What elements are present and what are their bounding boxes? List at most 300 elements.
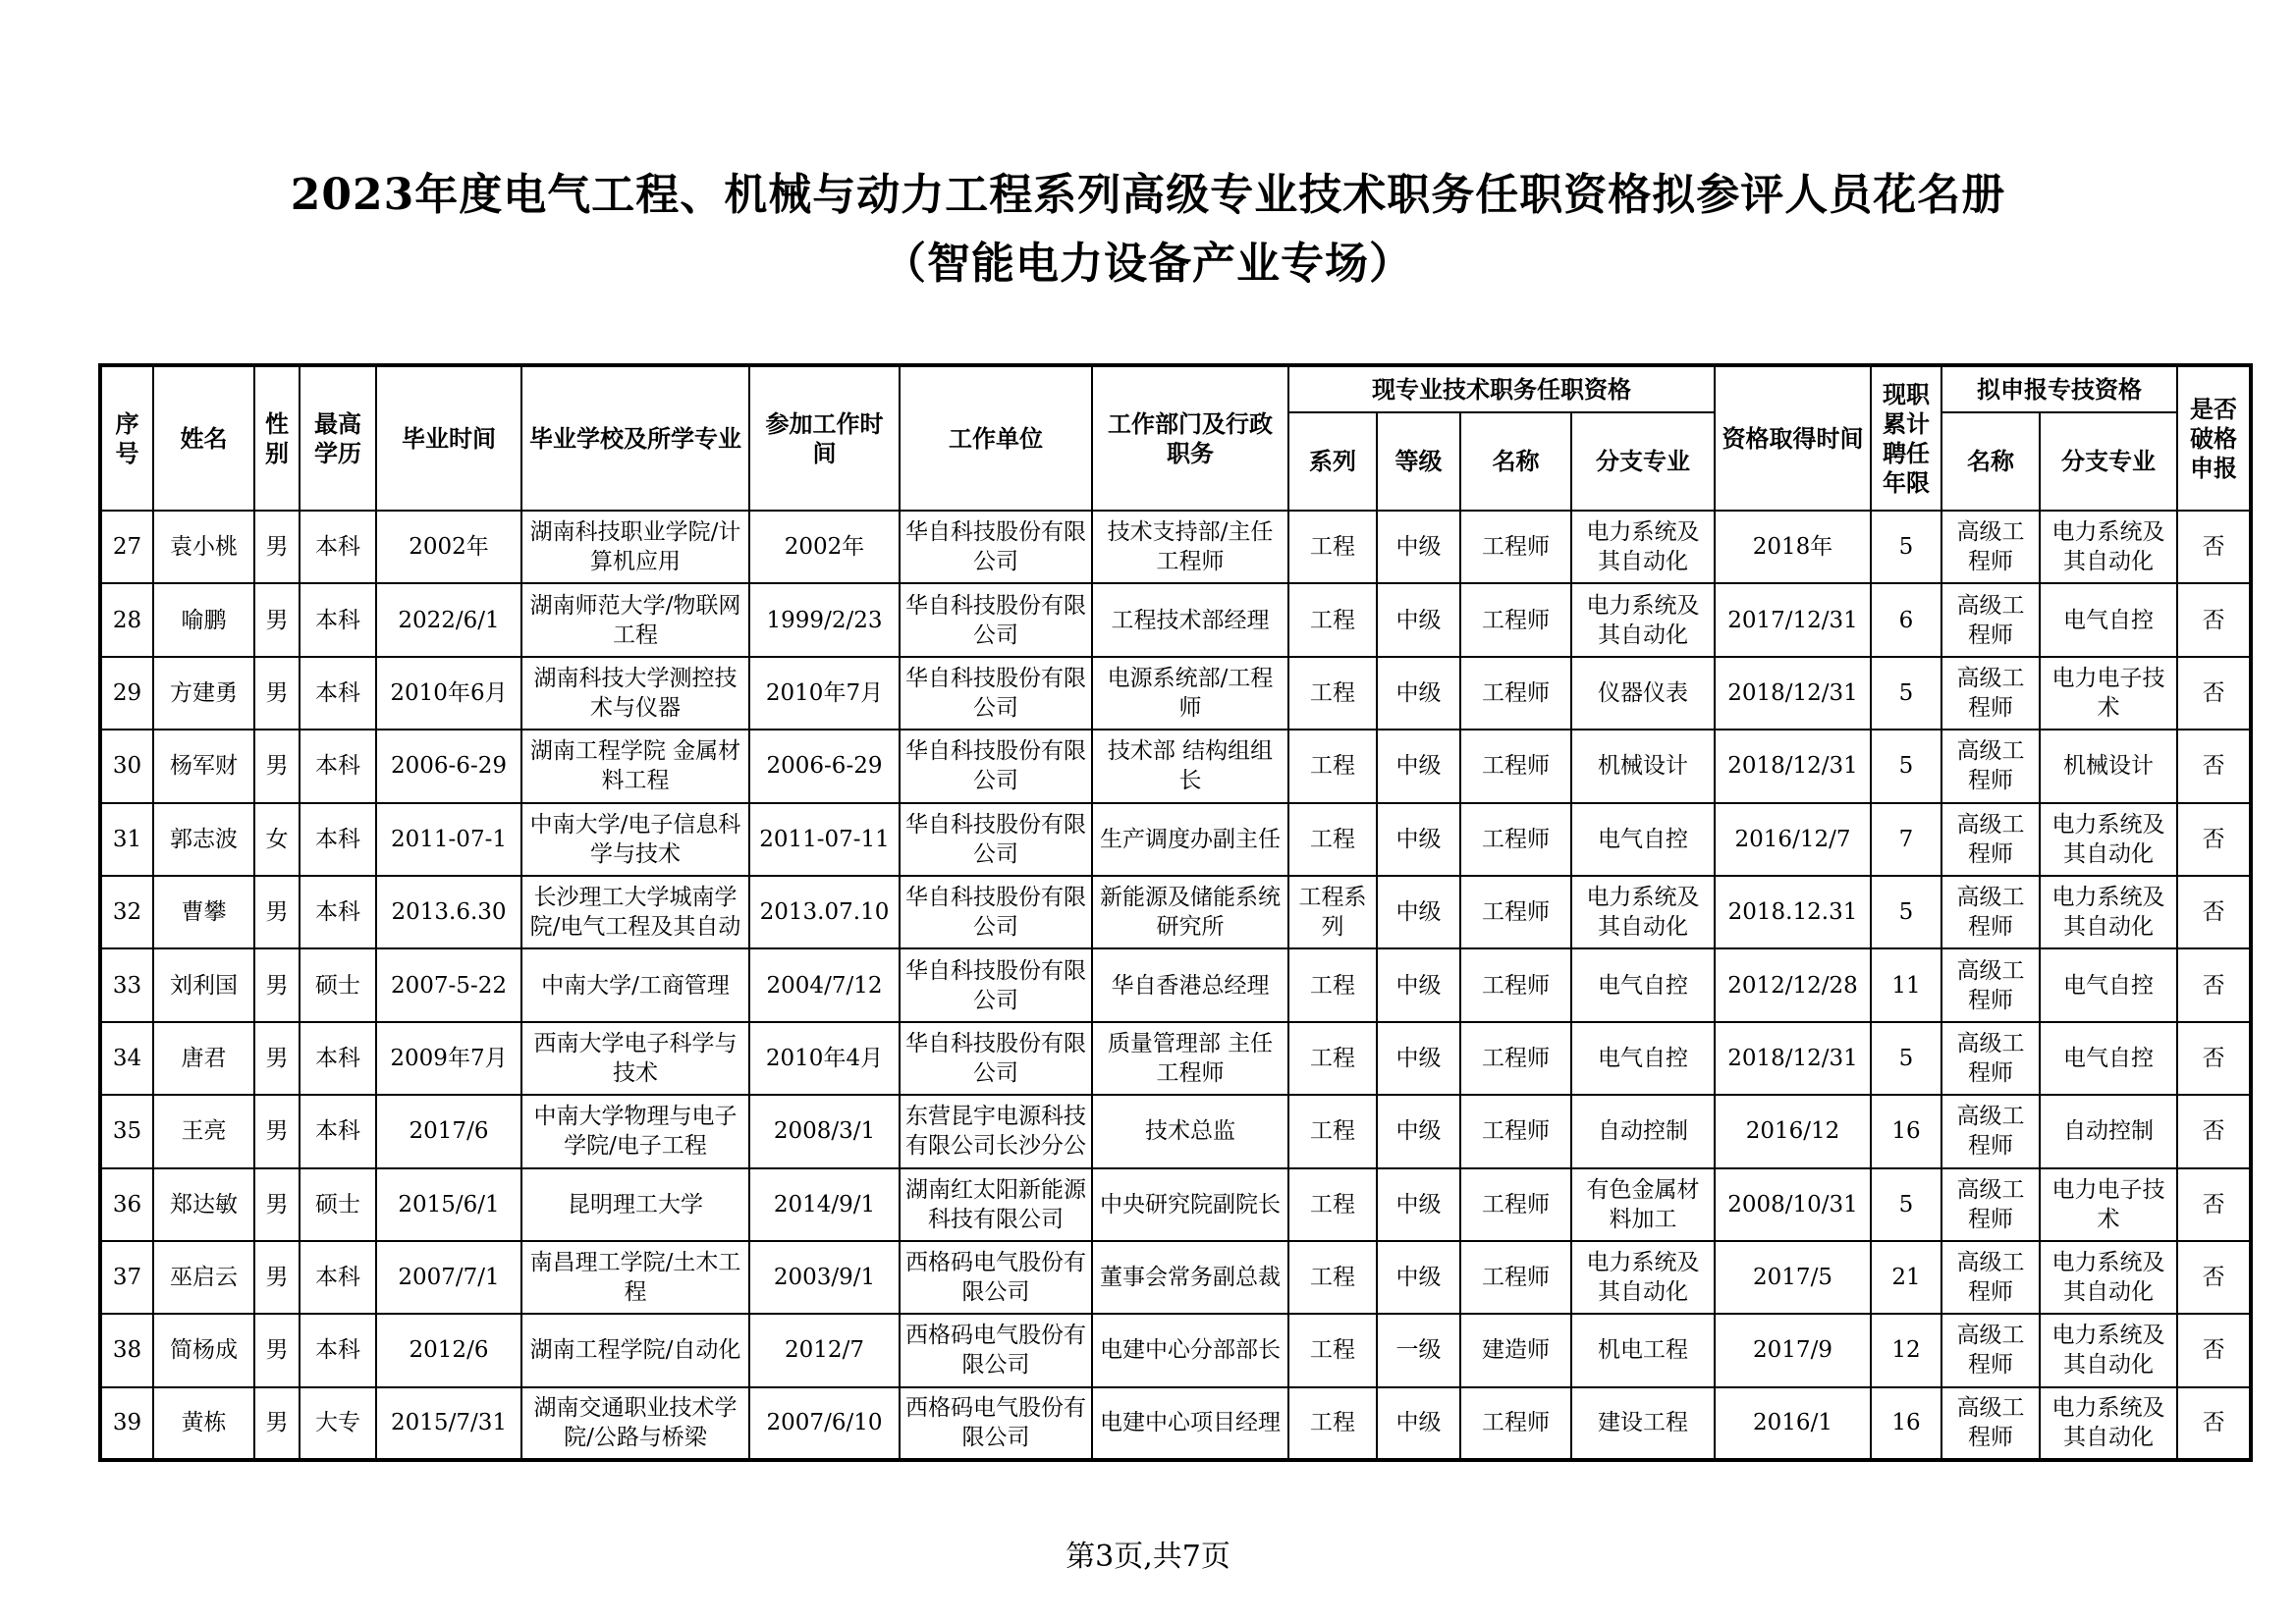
cell-work-start-text: 2006-6-29 <box>766 753 883 780</box>
cell-tenure-text: 21 <box>1891 1265 1921 1291</box>
page-number: 第3页,共7页 <box>1066 1540 1230 1574</box>
cell-department-post <box>1092 803 1288 876</box>
cell-name <box>153 511 254 583</box>
cell-school-major-text: 中南大学/工商管理 <box>541 972 730 999</box>
cell-seq <box>100 1095 153 1167</box>
cell-name-text: 刘利国 <box>170 972 238 999</box>
cell-employer <box>900 1314 1092 1386</box>
header-apply-title: 名称 <box>1941 412 2040 511</box>
cell-cur-level-text: 中级 <box>1395 679 1442 706</box>
cell-tenure-text: 16 <box>1891 1118 1921 1145</box>
cell-name <box>153 1387 254 1460</box>
cell-cur-title-text: 工程师 <box>1482 1265 1550 1291</box>
cell-qual-time-text: 2018/12/31 <box>1727 679 1858 706</box>
cell-work-start-text: 2007/6/10 <box>766 1410 883 1436</box>
cell-exception <box>2177 730 2251 802</box>
cell-department-post <box>1092 511 1288 583</box>
cell-education-text: 本科 <box>315 1265 360 1291</box>
cell-school-major-text: 湖南工程学院/自动化 <box>529 1337 741 1364</box>
table-row <box>100 1168 2251 1241</box>
cell-tenure <box>1871 657 1941 730</box>
cell-cur-title-text: 建造师 <box>1482 1337 1550 1364</box>
cell-exception <box>2177 511 2251 583</box>
cell-cur-level-text: 中级 <box>1395 972 1442 999</box>
cell-school-major <box>521 1387 749 1460</box>
cell-department-post-text: 董事会常务副总裁 <box>1100 1265 1281 1291</box>
cell-school-major <box>521 1314 749 1386</box>
cell-cur-title-text: 工程师 <box>1482 534 1550 561</box>
cell-grad-time-text: 2017/6 <box>409 1118 489 1145</box>
cell-grad-time <box>376 1095 521 1167</box>
cell-cur-series-text: 工程 <box>1310 1045 1355 1071</box>
cell-cur-series-text: 工程 <box>1310 679 1355 706</box>
cell-exception-text: 否 <box>2202 826 2225 852</box>
cell-department-post-text: 工程技术部经理 <box>1111 607 1270 633</box>
cell-tenure <box>1871 1168 1941 1241</box>
table-row <box>100 730 2251 802</box>
cell-seq-text: 32 <box>112 899 142 926</box>
cell-cur-branch <box>1571 511 1715 583</box>
cell-cur-level <box>1377 583 1460 656</box>
cell-cur-title <box>1460 948 1571 1021</box>
cell-cur-level-text: 一级 <box>1395 1337 1442 1364</box>
cell-tenure-text: 6 <box>1898 607 1914 633</box>
cell-department-post-text: 华自香港总经理 <box>1111 972 1270 999</box>
cell-name-text: 喻鹏 <box>181 607 227 633</box>
cell-name <box>153 876 254 948</box>
cell-tenure-text: 7 <box>1898 826 1914 852</box>
cell-education <box>300 1314 376 1386</box>
cell-cur-level <box>1377 1241 1460 1314</box>
cell-employer <box>900 876 1092 948</box>
cell-cur-series <box>1288 1387 1377 1460</box>
cell-qual-time <box>1715 1387 1871 1460</box>
cell-cur-series-text: 工程 <box>1310 1410 1355 1436</box>
cell-school-major-text: 湖南科技职业学院/计算机应用 <box>529 519 741 575</box>
cell-apply-title <box>1941 876 2040 948</box>
cell-cur-title <box>1460 511 1571 583</box>
cell-work-start <box>749 876 900 948</box>
cell-tenure <box>1871 803 1941 876</box>
cell-work-start-text: 2008/3/1 <box>773 1118 876 1145</box>
cell-apply-branch <box>2040 511 2177 583</box>
cell-seq <box>100 730 153 802</box>
cell-cur-series <box>1288 511 1377 583</box>
cell-apply-title <box>1941 948 2040 1021</box>
cell-gender-text: 男 <box>265 753 289 780</box>
cell-seq-text: 37 <box>112 1265 142 1291</box>
cell-apply-branch <box>2040 1022 2177 1095</box>
cell-name-text: 唐君 <box>181 1045 227 1071</box>
cell-cur-branch <box>1571 876 1715 948</box>
cell-department-post-text: 质量管理部 主任工程师 <box>1107 1030 1274 1086</box>
header-current-group: 现专业技术职务任职资格 <box>1288 365 1715 412</box>
header-cur-series: 系列 <box>1288 412 1377 511</box>
cell-exception-text: 否 <box>2202 679 2225 706</box>
cell-qual-time-text: 2018/12/31 <box>1727 753 1858 780</box>
header-department-post: 工作部门及行政职务 <box>1092 365 1288 511</box>
cell-apply-title-text: 高级工程师 <box>1956 885 2025 941</box>
cell-grad-time <box>376 657 521 730</box>
cell-tenure <box>1871 730 1941 802</box>
cell-school-major <box>521 948 749 1021</box>
cell-gender-text: 男 <box>265 1191 289 1217</box>
cell-employer-text: 华自科技股份有限公司 <box>905 519 1086 575</box>
cell-department-post-text: 技术总监 <box>1145 1118 1235 1145</box>
cell-school-major <box>521 730 749 802</box>
cell-seq-text: 36 <box>112 1191 142 1217</box>
cell-work-start-text: 1999/2/23 <box>766 607 883 633</box>
cell-education-text: 本科 <box>315 826 360 852</box>
cell-gender-text: 男 <box>265 899 289 926</box>
cell-department-post <box>1092 1314 1288 1386</box>
cell-department-post <box>1092 1241 1288 1314</box>
cell-qual-time <box>1715 1022 1871 1095</box>
cell-gender <box>254 1241 300 1314</box>
cell-education-text: 本科 <box>315 1045 360 1071</box>
cell-cur-branch-text: 电力系统及其自动化 <box>1586 885 1700 941</box>
cell-cur-level <box>1377 657 1460 730</box>
cell-education-text: 本科 <box>315 753 360 780</box>
cell-qual-time-text: 2012/12/28 <box>1727 972 1858 999</box>
cell-name-text: 方建勇 <box>170 679 238 706</box>
cell-cur-series-text: 工程 <box>1310 753 1355 780</box>
cell-seq <box>100 511 153 583</box>
cell-exception-text: 否 <box>2202 1118 2225 1145</box>
table-row <box>100 657 2251 730</box>
cell-education <box>300 1022 376 1095</box>
cell-apply-title-text: 高级工程师 <box>1956 665 2025 721</box>
cell-apply-title <box>1941 730 2040 802</box>
cell-school-major <box>521 583 749 656</box>
cell-employer <box>900 1168 1092 1241</box>
cell-employer-text: 东营昆宇电源科技有限公司长沙分公 <box>905 1104 1086 1160</box>
cell-cur-branch <box>1571 583 1715 656</box>
cell-cur-branch <box>1571 1314 1715 1386</box>
cell-school-major <box>521 803 749 876</box>
cell-grad-time <box>376 1022 521 1095</box>
cell-employer-text: 华自科技股份有限公司 <box>905 957 1086 1013</box>
cell-tenure <box>1871 1022 1941 1095</box>
cell-tenure-text: 5 <box>1898 1045 1914 1071</box>
cell-tenure-text: 11 <box>1891 972 1921 999</box>
cell-school-major-text: 湖南工程学院 金属材料工程 <box>529 738 741 794</box>
cell-qual-time <box>1715 1168 1871 1241</box>
cell-school-major-text: 中南大学物理与电子学院/电子工程 <box>533 1104 738 1160</box>
cell-seq-text: 39 <box>112 1410 142 1436</box>
cell-education-text: 本科 <box>315 899 360 926</box>
cell-name <box>153 803 254 876</box>
cell-department-post-text: 新能源及储能系统研究所 <box>1100 885 1281 941</box>
cell-employer <box>900 1095 1092 1167</box>
cell-seq-text: 28 <box>112 607 142 633</box>
header-education: 最高学历 <box>300 365 376 511</box>
cell-department-post <box>1092 583 1288 656</box>
cell-seq <box>100 1241 153 1314</box>
header-tenure: 现职累计聘任年限 <box>1871 365 1941 511</box>
cell-cur-level <box>1377 1387 1460 1460</box>
cell-grad-time-text: 2009年7月 <box>390 1045 508 1071</box>
cell-apply-branch <box>2040 948 2177 1021</box>
cell-work-start <box>749 730 900 802</box>
cell-cur-series-text: 工程 <box>1310 972 1355 999</box>
table-row <box>100 1387 2251 1460</box>
cell-grad-time <box>376 730 521 802</box>
cell-gender <box>254 1022 300 1095</box>
cell-name <box>153 1314 254 1386</box>
cell-apply-title-text: 高级工程师 <box>1956 1104 2025 1160</box>
header-name: 姓名 <box>153 365 254 511</box>
cell-qual-time <box>1715 1314 1871 1386</box>
cell-apply-title-text: 高级工程师 <box>1956 592 2025 648</box>
cell-school-major-text: 中南大学/电子信息科学与技术 <box>529 811 741 867</box>
cell-seq <box>100 1168 153 1241</box>
cell-qual-time <box>1715 948 1871 1021</box>
cell-cur-branch <box>1571 948 1715 1021</box>
cell-apply-branch-text: 电力系统及其自动化 <box>2051 519 2165 575</box>
cell-cur-series-text: 工程 <box>1310 1118 1355 1145</box>
cell-cur-branch-text: 电气自控 <box>1598 826 1688 852</box>
cell-tenure-text: 5 <box>1898 753 1914 780</box>
cell-education-text: 本科 <box>315 1118 360 1145</box>
cell-education-text: 本科 <box>315 534 360 561</box>
cell-cur-title <box>1460 1168 1571 1241</box>
header-grad-time: 毕业时间 <box>376 365 521 511</box>
cell-cur-branch-text: 电力系统及其自动化 <box>1586 1250 1700 1306</box>
cell-employer-text: 华自科技股份有限公司 <box>905 665 1086 721</box>
cell-grad-time <box>376 511 521 583</box>
cell-seq <box>100 803 153 876</box>
cell-work-start-text: 2010年7月 <box>765 679 884 706</box>
cell-cur-title-text: 工程师 <box>1482 1045 1550 1071</box>
cell-qual-time-text: 2017/5 <box>1753 1265 1832 1291</box>
cell-cur-series <box>1288 876 1377 948</box>
cell-gender <box>254 803 300 876</box>
cell-cur-branch-text: 仪器仪表 <box>1598 679 1688 706</box>
cell-tenure <box>1871 1095 1941 1167</box>
cell-work-start <box>749 657 900 730</box>
cell-apply-branch-text: 电力电子技术 <box>2051 665 2165 721</box>
cell-cur-series <box>1288 730 1377 802</box>
cell-qual-time <box>1715 657 1871 730</box>
header-seq: 序号 <box>100 365 153 511</box>
cell-employer <box>900 730 1092 802</box>
cell-grad-time-text: 2015/6/1 <box>398 1191 500 1217</box>
cell-apply-title-text: 高级工程师 <box>1956 1176 2025 1232</box>
cell-cur-title-text: 工程师 <box>1482 753 1550 780</box>
cell-gender-text: 男 <box>265 534 289 561</box>
cell-seq-text: 34 <box>112 1045 142 1071</box>
cell-work-start <box>749 1241 900 1314</box>
header-apply-branch: 分支专业 <box>2040 412 2177 511</box>
cell-gender-text: 男 <box>265 1118 289 1145</box>
cell-apply-branch-text: 电力系统及其自动化 <box>2051 1395 2165 1451</box>
cell-seq <box>100 876 153 948</box>
cell-work-start <box>749 1387 900 1460</box>
cell-cur-level-text: 中级 <box>1395 607 1442 633</box>
cell-employer <box>900 583 1092 656</box>
cell-employer-text: 华自科技股份有限公司 <box>905 811 1086 867</box>
cell-school-major <box>521 1095 749 1167</box>
cell-department-post <box>1092 1022 1288 1095</box>
cell-grad-time-text: 2007/7/1 <box>398 1265 500 1291</box>
header-cur-level: 等级 <box>1377 412 1460 511</box>
cell-department-post-text: 电建中心分部部长 <box>1100 1337 1281 1364</box>
cell-apply-title <box>1941 657 2040 730</box>
cell-cur-series <box>1288 1022 1377 1095</box>
cell-education-text: 大专 <box>315 1410 360 1436</box>
cell-gender-text: 男 <box>265 1045 289 1071</box>
cell-tenure <box>1871 876 1941 948</box>
cell-name <box>153 730 254 802</box>
cell-cur-branch-text: 电气自控 <box>1598 972 1688 999</box>
cell-department-post-text: 电建中心项目经理 <box>1100 1410 1281 1436</box>
cell-work-start <box>749 511 900 583</box>
cell-cur-series <box>1288 1241 1377 1314</box>
cell-grad-time-text: 2007-5-22 <box>391 972 507 999</box>
cell-department-post-text: 生产调度办副主任 <box>1100 826 1281 852</box>
cell-grad-time-text: 2011-07-1 <box>391 826 507 852</box>
cell-work-start <box>749 1022 900 1095</box>
cell-exception-text: 否 <box>2202 972 2225 999</box>
cell-employer-text: 西格码电气股份有限公司 <box>905 1323 1086 1379</box>
cell-name <box>153 1095 254 1167</box>
header-qual-time: 资格取得时间 <box>1715 365 1871 511</box>
cell-name <box>153 1022 254 1095</box>
cell-cur-series-text: 工程 <box>1310 1191 1355 1217</box>
cell-cur-level <box>1377 730 1460 802</box>
table-row <box>100 876 2251 948</box>
cell-employer-text: 西格码电气股份有限公司 <box>905 1395 1086 1451</box>
cell-cur-series <box>1288 803 1377 876</box>
cell-tenure <box>1871 583 1941 656</box>
cell-school-major <box>521 876 749 948</box>
cell-qual-time-text: 2018.12.31 <box>1727 899 1858 926</box>
cell-cur-level-text: 中级 <box>1395 1265 1442 1291</box>
cell-seq-text: 31 <box>112 826 142 852</box>
cell-grad-time-text: 2022/6/1 <box>398 607 500 633</box>
cell-cur-series-text: 工程 <box>1310 607 1355 633</box>
cell-education <box>300 1241 376 1314</box>
cell-cur-title <box>1460 583 1571 656</box>
cell-apply-title <box>1941 1022 2040 1095</box>
cell-education-text: 硕士 <box>315 972 360 999</box>
cell-qual-time <box>1715 511 1871 583</box>
cell-employer-text: 西格码电气股份有限公司 <box>905 1250 1086 1306</box>
cell-cur-series <box>1288 1314 1377 1386</box>
cell-work-start-text: 2002年 <box>784 534 865 561</box>
cell-apply-branch-text: 机械设计 <box>2063 753 2154 780</box>
cell-grad-time <box>376 583 521 656</box>
roster-body <box>100 511 2251 1460</box>
cell-education <box>300 1387 376 1460</box>
cell-name <box>153 1241 254 1314</box>
cell-apply-branch <box>2040 730 2177 802</box>
cell-work-start-text: 2013.07.10 <box>759 899 890 926</box>
cell-cur-level <box>1377 803 1460 876</box>
cell-department-post-text: 中央研究院副院长 <box>1100 1191 1281 1217</box>
cell-cur-branch-text: 自动控制 <box>1598 1118 1688 1145</box>
cell-cur-title <box>1460 803 1571 876</box>
cell-qual-time <box>1715 1241 1871 1314</box>
cell-tenure <box>1871 1314 1941 1386</box>
cell-cur-level <box>1377 1022 1460 1095</box>
cell-cur-level <box>1377 1314 1460 1386</box>
cell-grad-time-text: 2012/6 <box>409 1337 489 1364</box>
cell-work-start-text: 2003/9/1 <box>773 1265 876 1291</box>
cell-cur-branch <box>1571 1022 1715 1095</box>
cell-name-text: 巫启云 <box>170 1265 238 1291</box>
cell-gender <box>254 511 300 583</box>
cell-qual-time-text: 2016/12 <box>1745 1118 1840 1145</box>
cell-exception-text: 否 <box>2202 753 2225 780</box>
cell-cur-level-text: 中级 <box>1395 1410 1442 1436</box>
cell-education-text: 本科 <box>315 607 360 633</box>
cell-work-start-text: 2014/9/1 <box>773 1191 876 1217</box>
cell-school-major <box>521 657 749 730</box>
cell-employer <box>900 1022 1092 1095</box>
cell-exception <box>2177 1095 2251 1167</box>
cell-gender-text: 女 <box>265 826 289 852</box>
cell-tenure <box>1871 1387 1941 1460</box>
cell-cur-level-text: 中级 <box>1395 1118 1442 1145</box>
cell-name-text: 郑达敏 <box>170 1191 238 1217</box>
cell-department-post <box>1092 1168 1288 1241</box>
cell-grad-time-text: 2002年 <box>409 534 489 561</box>
cell-tenure-text: 5 <box>1898 899 1914 926</box>
cell-apply-branch <box>2040 1241 2177 1314</box>
cell-cur-branch-text: 有色金属材料加工 <box>1586 1176 1700 1232</box>
cell-exception <box>2177 803 2251 876</box>
cell-apply-branch-text: 自动控制 <box>2063 1118 2154 1145</box>
cell-exception-text: 否 <box>2202 1191 2225 1217</box>
cell-employer <box>900 948 1092 1021</box>
cell-apply-title <box>1941 803 2040 876</box>
cell-work-start-text: 2011-07-11 <box>759 826 890 852</box>
cell-gender-text: 男 <box>265 607 289 633</box>
cell-apply-branch-text: 电力电子技术 <box>2051 1176 2165 1232</box>
cell-cur-branch-text: 机械设计 <box>1598 753 1688 780</box>
cell-employer-text: 华自科技股份有限公司 <box>905 1030 1086 1086</box>
cell-department-post <box>1092 1095 1288 1167</box>
cell-cur-level <box>1377 1095 1460 1167</box>
cell-grad-time-text: 2010年6月 <box>390 679 508 706</box>
cell-apply-branch-text: 电气自控 <box>2063 607 2154 633</box>
cell-apply-branch <box>2040 876 2177 948</box>
cell-cur-level <box>1377 1168 1460 1241</box>
header-row-top <box>100 365 2251 412</box>
cell-employer-text: 华自科技股份有限公司 <box>905 738 1086 794</box>
cell-name <box>153 657 254 730</box>
cell-apply-title-text: 高级工程师 <box>1956 1250 2025 1306</box>
cell-qual-time-text: 2016/1 <box>1753 1410 1832 1436</box>
cell-department-post-text: 技术部 结构组组长 <box>1107 738 1274 794</box>
cell-tenure <box>1871 948 1941 1021</box>
cell-cur-title-text: 工程师 <box>1482 1118 1550 1145</box>
table-row <box>100 1241 2251 1314</box>
cell-qual-time-text: 2018/12/31 <box>1727 1045 1858 1071</box>
cell-cur-series <box>1288 657 1377 730</box>
cell-apply-branch <box>2040 803 2177 876</box>
cell-education <box>300 1168 376 1241</box>
cell-apply-title-text: 高级工程师 <box>1956 738 2025 794</box>
cell-cur-series <box>1288 583 1377 656</box>
cell-exception-text: 否 <box>2202 1410 2225 1436</box>
cell-apply-title <box>1941 511 2040 583</box>
cell-cur-branch <box>1571 1387 1715 1460</box>
cell-seq-text: 30 <box>112 753 142 780</box>
cell-cur-title <box>1460 1022 1571 1095</box>
